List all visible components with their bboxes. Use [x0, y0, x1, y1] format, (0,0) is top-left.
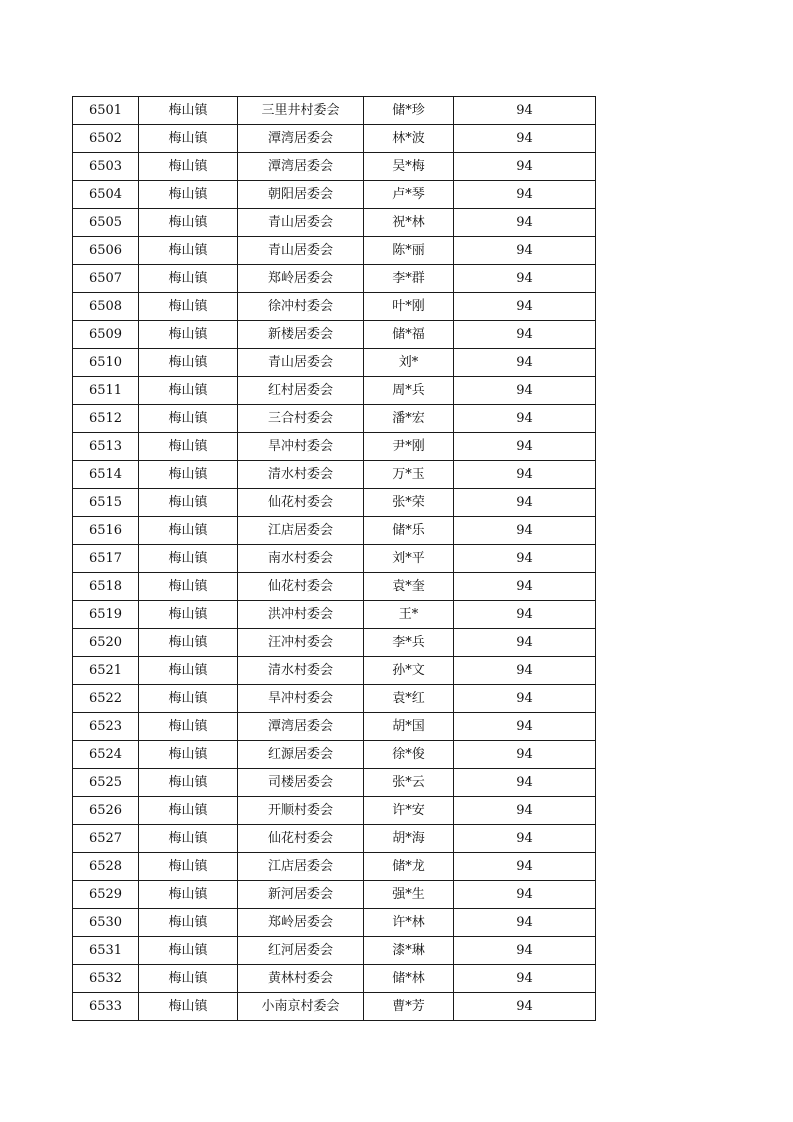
town-cell: 梅山镇 — [139, 657, 238, 685]
committee-cell: 旱冲村委会 — [238, 433, 364, 461]
table-row — [73, 489, 596, 517]
serial-number-cell: 6506 — [73, 237, 139, 265]
committee-cell: 青山居委会 — [238, 349, 364, 377]
person-name-cell: 许*林 — [364, 909, 454, 937]
table-row — [73, 573, 596, 601]
town-cell: 梅山镇 — [139, 965, 238, 993]
score-cell: 94 — [454, 657, 596, 685]
committee-cell: 新楼居委会 — [238, 321, 364, 349]
table-row — [73, 769, 596, 797]
serial-number-cell: 6510 — [73, 349, 139, 377]
score-cell: 94 — [454, 545, 596, 573]
committee-cell: 洪冲村委会 — [238, 601, 364, 629]
committee-cell: 小南京村委会 — [238, 993, 364, 1021]
town-cell: 梅山镇 — [139, 293, 238, 321]
committee-cell: 青山居委会 — [238, 209, 364, 237]
person-name-cell: 王* — [364, 601, 454, 629]
person-name-cell: 储*珍 — [364, 97, 454, 125]
serial-number-cell: 6504 — [73, 181, 139, 209]
serial-number-cell: 6519 — [73, 601, 139, 629]
serial-number-cell: 6530 — [73, 909, 139, 937]
person-name-cell: 徐*俊 — [364, 741, 454, 769]
person-name-cell: 孙*文 — [364, 657, 454, 685]
committee-cell: 三里井村委会 — [238, 97, 364, 125]
score-cell: 94 — [454, 685, 596, 713]
committee-cell: 徐冲村委会 — [238, 293, 364, 321]
serial-number-cell: 6533 — [73, 993, 139, 1021]
person-name-cell: 曹*芳 — [364, 993, 454, 1021]
serial-number-cell: 6529 — [73, 881, 139, 909]
table-row — [73, 405, 596, 433]
town-cell: 梅山镇 — [139, 377, 238, 405]
table-row — [73, 517, 596, 545]
person-name-cell: 许*安 — [364, 797, 454, 825]
serial-number-cell: 6513 — [73, 433, 139, 461]
town-cell: 梅山镇 — [139, 545, 238, 573]
score-cell: 94 — [454, 181, 596, 209]
person-name-cell: 张*荣 — [364, 489, 454, 517]
table-row — [73, 937, 596, 965]
committee-cell: 郑岭居委会 — [238, 265, 364, 293]
score-cell: 94 — [454, 825, 596, 853]
score-cell: 94 — [454, 909, 596, 937]
committee-cell: 仙花村委会 — [238, 573, 364, 601]
committee-cell: 江店居委会 — [238, 853, 364, 881]
serial-number-cell: 6527 — [73, 825, 139, 853]
table-row — [73, 153, 596, 181]
person-name-cell: 刘*平 — [364, 545, 454, 573]
person-name-cell: 储*龙 — [364, 853, 454, 881]
committee-cell: 仙花村委会 — [238, 825, 364, 853]
person-name-cell: 漆*琳 — [364, 937, 454, 965]
score-cell: 94 — [454, 741, 596, 769]
committee-cell: 潭湾居委会 — [238, 713, 364, 741]
person-name-cell: 强*生 — [364, 881, 454, 909]
serial-number-cell: 6521 — [73, 657, 139, 685]
town-cell: 梅山镇 — [139, 209, 238, 237]
committee-cell: 南水村委会 — [238, 545, 364, 573]
person-name-cell: 刘* — [364, 349, 454, 377]
table-row — [73, 181, 596, 209]
town-cell: 梅山镇 — [139, 993, 238, 1021]
person-name-cell: 周*兵 — [364, 377, 454, 405]
records-table-body — [73, 97, 596, 1021]
town-cell: 梅山镇 — [139, 573, 238, 601]
committee-cell: 开顺村委会 — [238, 797, 364, 825]
score-cell: 94 — [454, 209, 596, 237]
score-cell: 94 — [454, 405, 596, 433]
serial-number-cell: 6502 — [73, 125, 139, 153]
person-name-cell: 吴*梅 — [364, 153, 454, 181]
serial-number-cell: 6516 — [73, 517, 139, 545]
score-cell: 94 — [454, 517, 596, 545]
score-cell: 94 — [454, 349, 596, 377]
table-row — [73, 209, 596, 237]
person-name-cell: 陈*丽 — [364, 237, 454, 265]
person-name-cell: 储*福 — [364, 321, 454, 349]
table-row — [73, 237, 596, 265]
table-row — [73, 993, 596, 1021]
committee-cell: 仙花村委会 — [238, 489, 364, 517]
table-row — [73, 713, 596, 741]
serial-number-cell: 6525 — [73, 769, 139, 797]
town-cell: 梅山镇 — [139, 629, 238, 657]
table-row — [73, 909, 596, 937]
score-cell: 94 — [454, 797, 596, 825]
score-cell: 94 — [454, 293, 596, 321]
committee-cell: 三合村委会 — [238, 405, 364, 433]
town-cell: 梅山镇 — [139, 685, 238, 713]
table-row — [73, 125, 596, 153]
person-name-cell: 万*玉 — [364, 461, 454, 489]
committee-cell: 青山居委会 — [238, 237, 364, 265]
serial-number-cell: 6528 — [73, 853, 139, 881]
town-cell: 梅山镇 — [139, 433, 238, 461]
score-cell: 94 — [454, 629, 596, 657]
table-row — [73, 685, 596, 713]
serial-number-cell: 6501 — [73, 97, 139, 125]
committee-cell: 红河居委会 — [238, 937, 364, 965]
table-row — [73, 321, 596, 349]
score-cell: 94 — [454, 937, 596, 965]
person-name-cell: 李*兵 — [364, 629, 454, 657]
town-cell: 梅山镇 — [139, 461, 238, 489]
town-cell: 梅山镇 — [139, 349, 238, 377]
person-name-cell: 储*林 — [364, 965, 454, 993]
town-cell: 梅山镇 — [139, 881, 238, 909]
town-cell: 梅山镇 — [139, 713, 238, 741]
score-cell: 94 — [454, 321, 596, 349]
person-name-cell: 李*群 — [364, 265, 454, 293]
committee-cell: 红村居委会 — [238, 377, 364, 405]
serial-number-cell: 6512 — [73, 405, 139, 433]
serial-number-cell: 6523 — [73, 713, 139, 741]
person-name-cell: 张*云 — [364, 769, 454, 797]
town-cell: 梅山镇 — [139, 125, 238, 153]
serial-number-cell: 6522 — [73, 685, 139, 713]
person-name-cell: 袁*奎 — [364, 573, 454, 601]
score-cell: 94 — [454, 461, 596, 489]
committee-cell: 清水村委会 — [238, 657, 364, 685]
town-cell: 梅山镇 — [139, 853, 238, 881]
serial-number-cell: 6531 — [73, 937, 139, 965]
score-cell: 94 — [454, 237, 596, 265]
table-row — [73, 97, 596, 125]
committee-cell: 朝阳居委会 — [238, 181, 364, 209]
score-cell: 94 — [454, 993, 596, 1021]
town-cell: 梅山镇 — [139, 321, 238, 349]
person-name-cell: 林*波 — [364, 125, 454, 153]
committee-cell: 黄林村委会 — [238, 965, 364, 993]
records-table — [72, 96, 596, 1021]
score-cell: 94 — [454, 97, 596, 125]
serial-number-cell: 6514 — [73, 461, 139, 489]
table-row — [73, 629, 596, 657]
town-cell: 梅山镇 — [139, 937, 238, 965]
town-cell: 梅山镇 — [139, 237, 238, 265]
score-cell: 94 — [454, 573, 596, 601]
score-cell: 94 — [454, 853, 596, 881]
person-name-cell: 胡*国 — [364, 713, 454, 741]
committee-cell: 郑岭居委会 — [238, 909, 364, 937]
committee-cell: 红源居委会 — [238, 741, 364, 769]
committee-cell: 汪冲村委会 — [238, 629, 364, 657]
town-cell: 梅山镇 — [139, 517, 238, 545]
committee-cell: 司楼居委会 — [238, 769, 364, 797]
person-name-cell: 祝*林 — [364, 209, 454, 237]
score-cell: 94 — [454, 489, 596, 517]
score-cell: 94 — [454, 881, 596, 909]
table-row — [73, 853, 596, 881]
town-cell: 梅山镇 — [139, 181, 238, 209]
table-row — [73, 881, 596, 909]
person-name-cell: 潘*宏 — [364, 405, 454, 433]
serial-number-cell: 6508 — [73, 293, 139, 321]
serial-number-cell: 6515 — [73, 489, 139, 517]
score-cell: 94 — [454, 769, 596, 797]
table-row — [73, 741, 596, 769]
table-row — [73, 825, 596, 853]
score-cell: 94 — [454, 153, 596, 181]
committee-cell: 清水村委会 — [238, 461, 364, 489]
person-name-cell: 胡*海 — [364, 825, 454, 853]
score-cell: 94 — [454, 125, 596, 153]
table-row — [73, 461, 596, 489]
town-cell: 梅山镇 — [139, 741, 238, 769]
committee-cell: 新河居委会 — [238, 881, 364, 909]
serial-number-cell: 6507 — [73, 265, 139, 293]
serial-number-cell: 6503 — [73, 153, 139, 181]
committee-cell: 潭湾居委会 — [238, 125, 364, 153]
serial-number-cell: 6518 — [73, 573, 139, 601]
table-row — [73, 293, 596, 321]
town-cell: 梅山镇 — [139, 489, 238, 517]
score-cell: 94 — [454, 601, 596, 629]
table-row — [73, 797, 596, 825]
committee-cell: 潭湾居委会 — [238, 153, 364, 181]
town-cell: 梅山镇 — [139, 769, 238, 797]
table-row — [73, 433, 596, 461]
table-row — [73, 965, 596, 993]
serial-number-cell: 6532 — [73, 965, 139, 993]
table-row — [73, 265, 596, 293]
town-cell: 梅山镇 — [139, 97, 238, 125]
town-cell: 梅山镇 — [139, 909, 238, 937]
person-name-cell: 卢*琴 — [364, 181, 454, 209]
person-name-cell: 储*乐 — [364, 517, 454, 545]
serial-number-cell: 6526 — [73, 797, 139, 825]
town-cell: 梅山镇 — [139, 153, 238, 181]
table-row — [73, 349, 596, 377]
committee-cell: 江店居委会 — [238, 517, 364, 545]
serial-number-cell: 6524 — [73, 741, 139, 769]
score-cell: 94 — [454, 265, 596, 293]
town-cell: 梅山镇 — [139, 825, 238, 853]
serial-number-cell: 6509 — [73, 321, 139, 349]
person-name-cell: 尹*刚 — [364, 433, 454, 461]
score-cell: 94 — [454, 713, 596, 741]
score-cell: 94 — [454, 377, 596, 405]
table-row — [73, 377, 596, 405]
serial-number-cell: 6511 — [73, 377, 139, 405]
town-cell: 梅山镇 — [139, 265, 238, 293]
serial-number-cell: 6517 — [73, 545, 139, 573]
score-cell: 94 — [454, 965, 596, 993]
table-row — [73, 657, 596, 685]
committee-cell: 旱冲村委会 — [238, 685, 364, 713]
table-row — [73, 545, 596, 573]
town-cell: 梅山镇 — [139, 405, 238, 433]
person-name-cell: 袁*红 — [364, 685, 454, 713]
town-cell: 梅山镇 — [139, 601, 238, 629]
town-cell: 梅山镇 — [139, 797, 238, 825]
serial-number-cell: 6520 — [73, 629, 139, 657]
serial-number-cell: 6505 — [73, 209, 139, 237]
table-row — [73, 601, 596, 629]
score-cell: 94 — [454, 433, 596, 461]
person-name-cell: 叶*刚 — [364, 293, 454, 321]
